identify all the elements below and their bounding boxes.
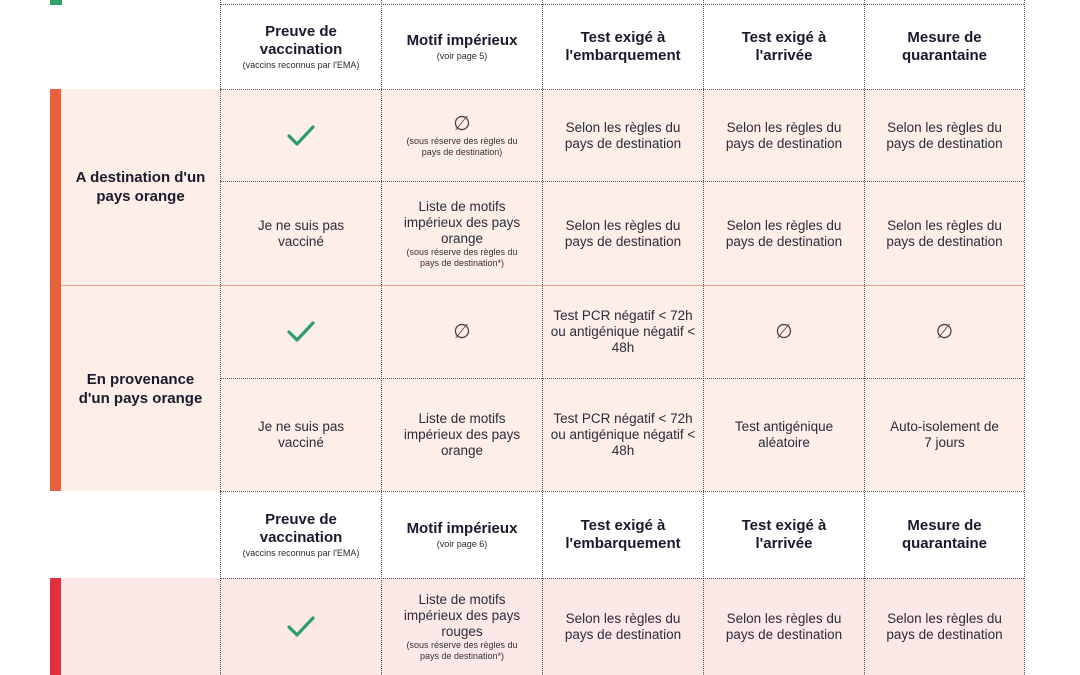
- header-arrival-test: [704, 492, 864, 578]
- top-green-marker: [50, 0, 62, 5]
- header-title: Test exigé à l'arrivée: [741, 29, 827, 64]
- vaccinated-cell: [221, 182, 381, 285]
- boarding-test-cell: [543, 579, 703, 675]
- header-vaccination-proof: [221, 5, 381, 89]
- vaccinated-cell: [221, 579, 381, 675]
- header-compelling-reason: [382, 492, 542, 578]
- group-label-text: A destination d'un pays orange: [75, 169, 206, 205]
- orange-side-bar: [50, 89, 61, 491]
- arrival-test-cell: [704, 90, 864, 181]
- cell-text: Selon les règles du pays de destination: [725, 119, 843, 151]
- cell-text: Auto-isolement de 7 jours: [890, 419, 999, 450]
- arrival-test-cell: [704, 286, 864, 378]
- row-group-label: [61, 89, 220, 285]
- quarantine-cell: [865, 286, 1024, 378]
- header-title: Mesure de quarantaine: [901, 517, 988, 552]
- empty-set-icon: ∅: [935, 321, 954, 343]
- header-quarantine: [865, 492, 1024, 578]
- cell-note: (sous réserve des règles du pays de destination): [406, 135, 518, 157]
- empty-set-icon: ∅: [453, 321, 471, 343]
- arrival-test-cell: [704, 182, 864, 285]
- cell-note: (sous réserve des règles du pays de destination*): [406, 640, 518, 661]
- quarantine-cell: [865, 90, 1024, 181]
- cell-text: Je ne suis pas vacciné: [257, 419, 345, 450]
- group-label-text: En provenance d'un pays orange: [78, 370, 203, 407]
- reason-cell: [382, 379, 542, 491]
- header-title: Preuve de vaccination: [259, 23, 343, 58]
- cell-text: Liste de motifs impérieux des pays orange: [403, 198, 521, 246]
- boarding-test-cell: [543, 379, 703, 491]
- header-subtitle: (voir page 5): [436, 51, 488, 61]
- quarantine-cell: [865, 579, 1024, 675]
- header-quarantine: [865, 5, 1024, 89]
- check-icon: [286, 614, 316, 640]
- header-title: Preuve de vaccination: [259, 511, 343, 546]
- reason-cell: [382, 182, 542, 285]
- header-title: Test exigé à l'embarquement: [565, 29, 681, 64]
- quarantine-cell: [865, 182, 1024, 285]
- header-subtitle: (voir page 6): [436, 539, 488, 549]
- cell-text: Selon les règles du pays de destination: [886, 217, 1003, 249]
- cell-text: Je ne suis pas vacciné: [257, 217, 345, 249]
- header-arrival-test: [704, 5, 864, 89]
- cell-text: Selon les règles du pays de destination: [725, 611, 843, 642]
- boarding-test-cell: [543, 182, 703, 285]
- vaccinated-cell: [221, 379, 381, 491]
- cell-text: Selon les règles du pays de destination: [564, 119, 682, 151]
- header-title: Motif impérieux: [406, 32, 518, 49]
- arrival-test-cell: [704, 379, 864, 491]
- vaccinated-cell: [221, 90, 381, 181]
- header-boarding-test: [543, 5, 703, 89]
- cell-text: Selon les règles du pays de destination: [564, 217, 682, 249]
- header-title: Mesure de quarantaine: [901, 29, 988, 64]
- cell-text: Test PCR négatif < 72h ou antigénique négatif < 48h: [550, 308, 696, 355]
- empty-set-icon: ∅: [453, 112, 471, 135]
- row-group-label: [61, 286, 220, 491]
- boarding-test-cell: [543, 286, 703, 378]
- header-subtitle: (vaccins reconnus par l'EMA): [242, 60, 360, 70]
- header-vaccination-proof: [221, 492, 381, 578]
- cell-text: Test PCR négatif < 72h ou antigénique négatif < 48h: [550, 411, 696, 458]
- reason-cell: [382, 90, 542, 181]
- reason-cell: [382, 579, 542, 675]
- check-icon: [286, 123, 316, 149]
- header-title: Motif impérieux: [406, 520, 518, 537]
- cell-text: Liste de motifs impérieux des pays rouges: [403, 592, 521, 639]
- grid-line: [1024, 0, 1025, 675]
- cell-text: Test antigénique aléatoire: [734, 419, 834, 450]
- reason-cell: [382, 286, 542, 378]
- cell-text: Selon les règles du pays de destination: [886, 611, 1003, 642]
- cell-text: Selon les règles du pays de destination: [725, 217, 843, 249]
- header-title: Test exigé à l'embarquement: [565, 517, 681, 552]
- empty-set-icon: ∅: [775, 321, 793, 343]
- header-boarding-test: [543, 492, 703, 578]
- quarantine-cell: [865, 379, 1024, 491]
- arrival-test-cell: [704, 579, 864, 675]
- cell-text: Liste de motifs impérieux des pays orange: [403, 411, 521, 458]
- boarding-test-cell: [543, 90, 703, 181]
- cell-text: Selon les règles du pays de destination: [886, 119, 1003, 151]
- check-icon: [286, 319, 316, 345]
- header-compelling-reason: [382, 5, 542, 89]
- vaccinated-cell: [221, 286, 381, 378]
- header-subtitle: (vaccins reconnus par l'EMA): [242, 548, 360, 558]
- cell-text: Selon les règles du pays de destination: [564, 611, 682, 642]
- cell-note: (sous réserve des règles du pays de destination*): [406, 246, 518, 268]
- red-side-bar: [50, 578, 61, 675]
- header-title: Test exigé à l'arrivée: [741, 517, 827, 552]
